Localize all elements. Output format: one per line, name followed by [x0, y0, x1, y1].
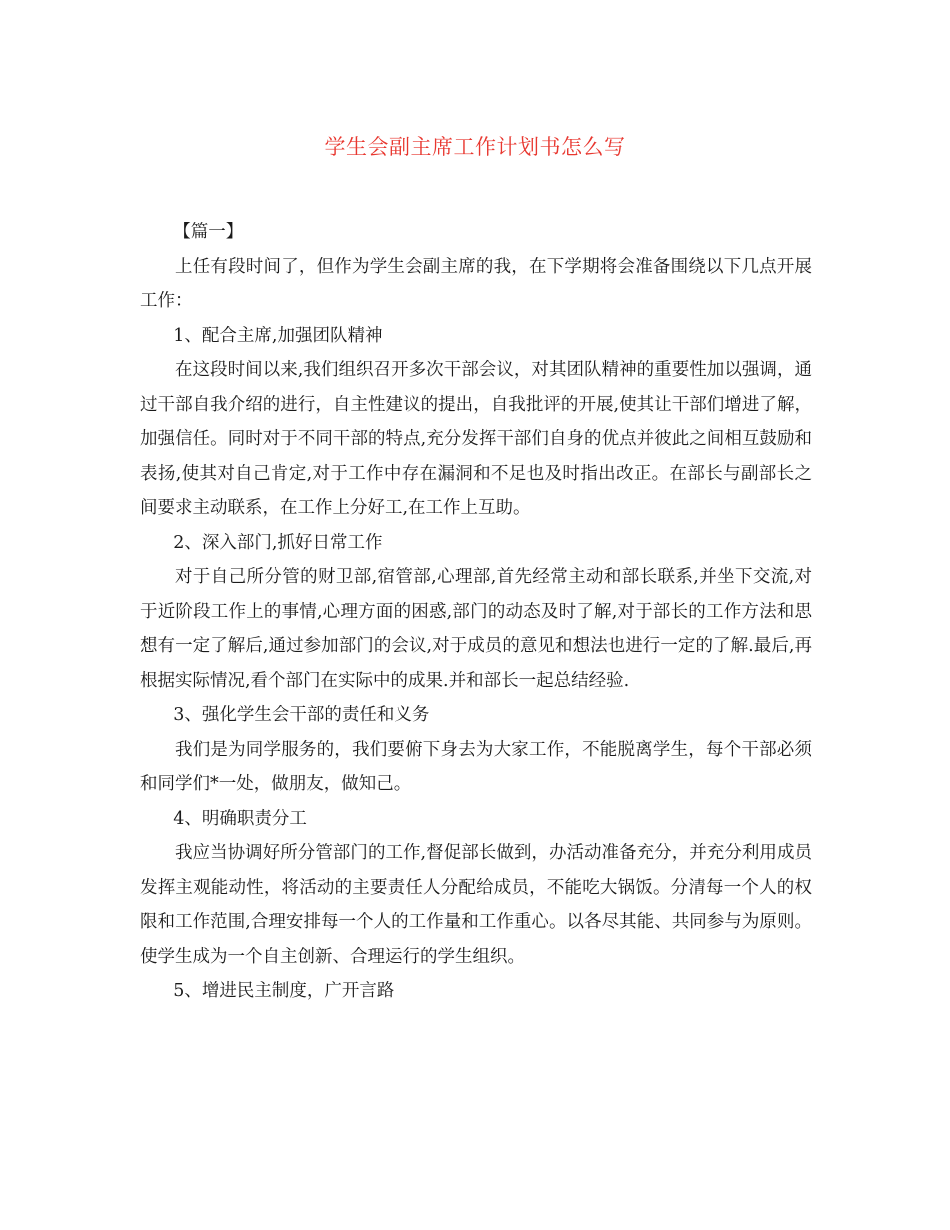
section-4-paragraph: 我应当协调好所分管部门的工作,督促部长做到，办活动准备充分，并充分利用成员发挥主观能动性，将活动的主要责任人分配给成员，不能吃大锅饭。分清每一个人的权限和工作范围,合理安排每一个人的工作量和工作重心。以各尽其能、共同参与为原则。使学生成为一个自主创新、合理运行的学生组织。 — [140, 843, 812, 967]
section-heading-part-one: 【篇一】 — [173, 222, 244, 242]
section-1-paragraph: 在这段时间以来,我们组织召开多次干部会议，对其团队精神的重要性加以强调，通过干部自我介绍的进行，自主性建议的提出，自我批评的开展,使其让干部们增进了解，加强信任。同时对于不同干部的特点,充分发挥干部们自身的优点并彼此之间相互鼓励和表扬,使其对自己肯定,对于工作中存在漏洞和不足也及时指出改正。在部长与副部长之间要求主动联系，在工作上分好工,在工作上互助。 — [140, 360, 812, 518]
document-body — [140, 215, 812, 1009]
intro-paragraph: 上任有段时间了，但作为学生会副主席的我，在下学期将会准备围绕以下几点开展工作： — [140, 256, 812, 311]
section-heading-4: 4、明确职责分工 — [173, 808, 307, 829]
section-heading-1: 1、配合主席,加强团队精神 — [173, 325, 383, 346]
document-title: 学生会副主席工作计划书怎么写 — [324, 135, 626, 159]
section-heading-3: 3、强化学生会干部的责任和义务 — [173, 705, 430, 725]
section-heading-2: 2、深入部门,抓好日常工作 — [173, 532, 383, 553]
section-3-paragraph: 我们是为同学服务的，我们要俯下身去为大家工作，不能脱离学生，每个干部必须和同学们*一处，做朋友，做知己。 — [140, 739, 812, 794]
section-heading-5: 5、增进民主制度，广开言路 — [173, 981, 395, 1001]
section-2-paragraph: 对于自己所分管的财卫部,宿管部,心理部,首先经常主动和部长联系,并坐下交流,对于近阶段工作上的事情,心理方面的困惑,部门的动态及时了解,对于部长的工作方法和思想有一定了解后,通过参加部门的会议,对于成员的意见和想法也进行一定的了解.最后,再根据实际情况,看个部门在实际中的成果.并和部长一起总结经验. — [140, 567, 812, 691]
